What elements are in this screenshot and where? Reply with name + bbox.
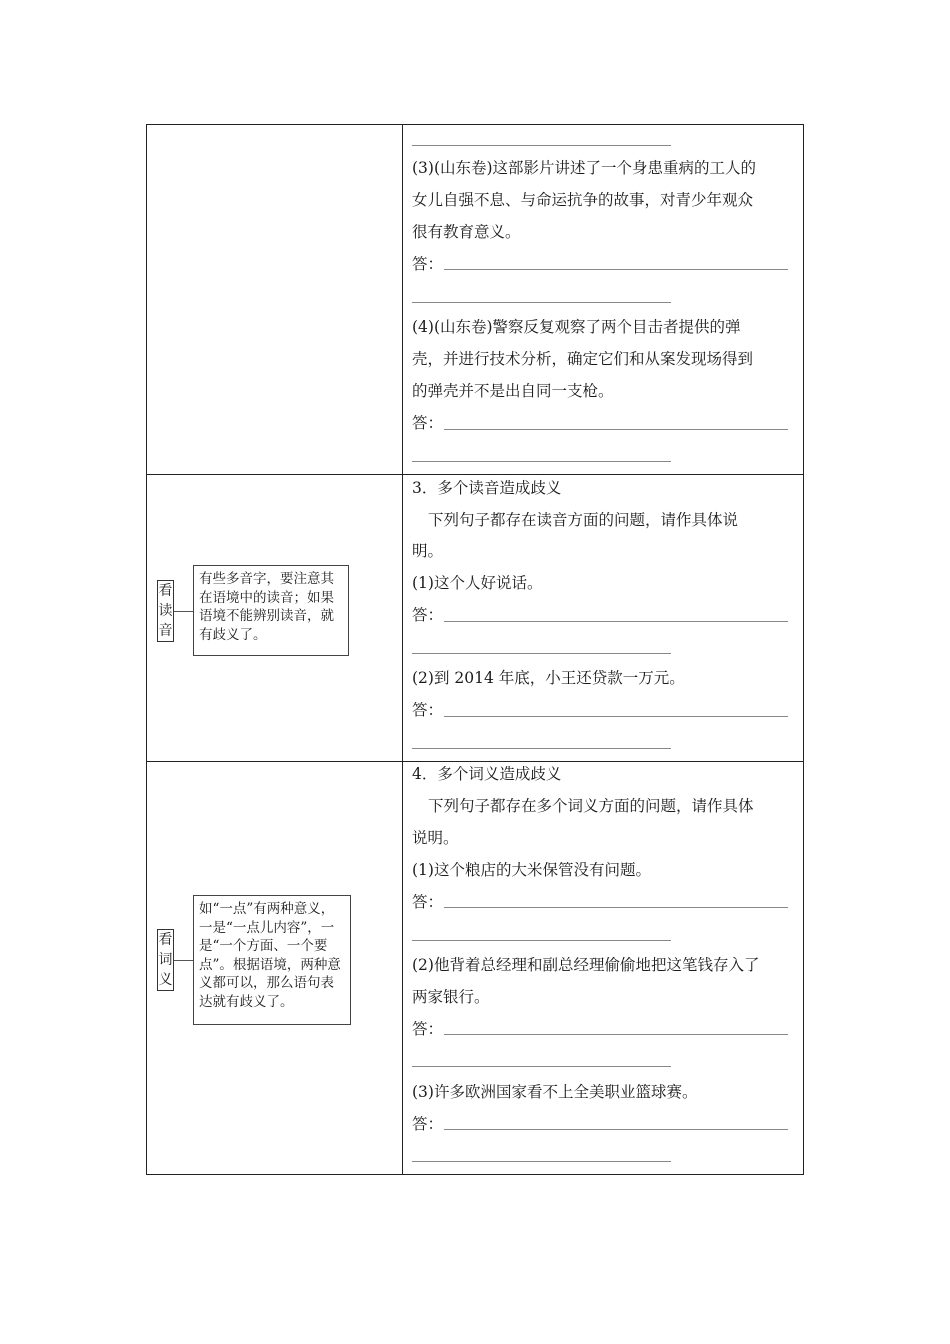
question-4-line-1: (4)(山东卷)警察反复观察了两个目击者提供的弹 (412, 318, 741, 336)
tag-char: 看 (158, 932, 173, 948)
note-line: 语境不能辨别读音，就 (199, 608, 334, 624)
answer-line-continuation[interactable] (412, 1066, 671, 1067)
question-4-line-3: 的弹壳并不是出自同一支枪。 (412, 382, 614, 400)
note-line: 有些多音字，要注意其 (199, 571, 334, 587)
note-line: 点”。根据语境，两种意 (199, 956, 341, 973)
section-intro-line-2: 明。 (412, 542, 444, 560)
section-intro-line-1: 下列句子都存在多个词义方面的问题，请作具体 (428, 797, 754, 815)
tag-char: 词 (158, 952, 173, 968)
tag-char: 读 (158, 603, 173, 619)
note-line: 一是“一点儿内容”，一 (199, 919, 335, 936)
question-4-line-2: 壳，并进行技术分析，确定它们和从案发现场得到 (412, 350, 754, 368)
answer-line-continuation[interactable] (412, 653, 671, 654)
answer-line[interactable] (444, 907, 788, 908)
note-line: 在语境中的读音；如果 (199, 589, 334, 606)
answer-label: 答： (412, 1115, 444, 1133)
question-1: (1)这个粮店的大米保管没有问题。 (412, 861, 651, 879)
tag-char: 义 (158, 972, 173, 988)
answer-line-continuation[interactable] (412, 145, 671, 146)
section-heading: 4．多个词义造成歧义 (412, 765, 562, 783)
note-line: 是“一个方面、一个要 (199, 938, 328, 954)
answer-label: 答： (412, 701, 444, 719)
tag-pronunciation (157, 580, 174, 642)
question-1: (1)这个人好说话。 (412, 574, 543, 592)
answer-line[interactable] (444, 269, 788, 270)
note-box-pronunciation (193, 565, 349, 656)
question-2: (2)到 2014 年底，小王还贷款一万元。 (412, 669, 685, 687)
column-divider (402, 124, 403, 1175)
question-3-line-2: 女儿自强不息、与命运抗争的故事，对青少年观众 (412, 191, 754, 209)
section-intro-line-2: 说明。 (412, 829, 459, 847)
connector-line (174, 960, 193, 961)
answer-line[interactable] (444, 621, 788, 622)
note-line: 达就有歧义了。 (199, 993, 294, 1010)
question-2-line-2: 两家银行。 (412, 988, 490, 1006)
answer-line-continuation[interactable] (412, 461, 671, 462)
answer-label: 答： (412, 255, 444, 273)
answer-label: 答： (412, 1020, 444, 1038)
question-3: (3)许多欧洲国家看不上全美职业篮球赛。 (412, 1083, 698, 1101)
connector-line (174, 611, 193, 612)
answer-label: 答： (412, 414, 444, 432)
question-3-line-3: 很有教育意义。 (412, 223, 521, 241)
tag-word-meaning (157, 929, 174, 991)
answer-label: 答： (412, 893, 444, 911)
answer-line[interactable] (444, 716, 788, 717)
question-2-line-1: (2)他背着总经理和副总经理偷偷地把这笔钱存入了 (412, 956, 760, 974)
answer-line[interactable] (444, 429, 788, 430)
row-divider (146, 761, 804, 762)
answer-line-continuation[interactable] (412, 940, 671, 941)
answer-line[interactable] (444, 1034, 788, 1035)
section-intro-line-1: 下列句子都存在读音方面的问题，请作具体说 (428, 511, 739, 529)
tag-char: 音 (158, 623, 173, 639)
question-3-line-1: (3)(山东卷)这部影片讲述了一个身患重病的工人的 (412, 159, 757, 177)
row-divider (146, 474, 804, 475)
answer-line[interactable] (444, 1129, 788, 1130)
note-line: 义都可以，那么语句表 (199, 975, 334, 991)
answer-label: 答： (412, 606, 444, 624)
answer-line-continuation[interactable] (412, 302, 671, 303)
answer-line-continuation[interactable] (412, 1161, 671, 1162)
section-heading: 3．多个读音造成歧义 (412, 479, 562, 497)
tag-char: 看 (158, 583, 173, 599)
answer-line-continuation[interactable] (412, 748, 671, 749)
note-box-word-meaning (193, 895, 351, 1025)
note-line: 如“一点”有两种意义， (199, 901, 335, 917)
note-line: 有歧义了。 (199, 626, 267, 643)
